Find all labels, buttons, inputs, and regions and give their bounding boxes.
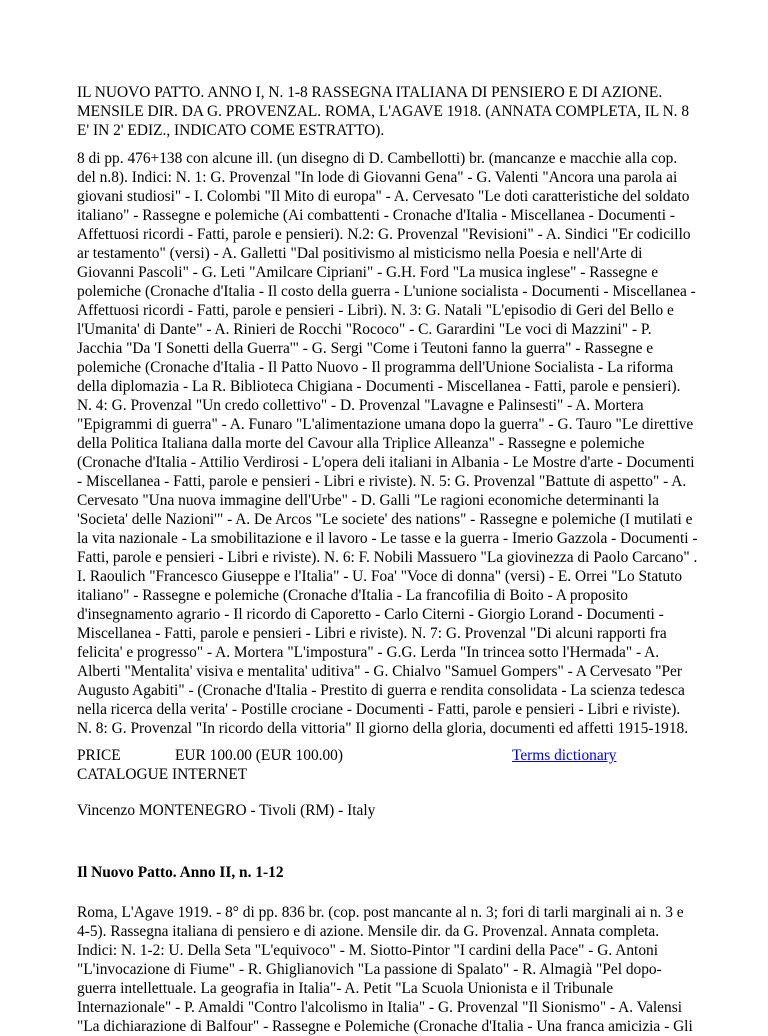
listing-description-2: Roma, L'Agave 1919. - 8° di pp. 836 br. (cop. post mancante al n. 3; fori di tarli marginali ai n. 3 e 4-5). Rassegna italiana di pensiero e di azione. Mensile dir. da G. Provenzal. Annata completa. Indici: N. 1-2: U. Della Seta "L'equivoco" - M. Siotto-Pintor "I cardini della Pace" - G. Antoni "L'invocazione di Fiume" - R. Ghiglianovich "La passione di Spalato" - R. Almagià "Pel dopo-guerra intellettuale. La geografia in Italia"- A. Petit "La Scuola Unionista e il Tribunale Internazionale" - P. Amaldi "Contro l'alcolismo in Italia" - G. Provenzal "Il Sionismo" - A. Valensi "La dichiarazione di Balfour" - Rassegne e Polemiche (Cronache d'Italia - Una franca amicizia - Gli <box>77 904 693 1035</box>
terms-dictionary-link[interactable]: Terms dictionary <box>512 747 617 764</box>
price-label: PRICE <box>77 747 121 764</box>
seller-info: Vincenzo MONTENEGRO - Tivoli (RM) - Italy <box>77 802 376 819</box>
price-value: EUR 100.00 (EUR 100.00) <box>175 747 344 764</box>
catalogue-label: CATALOGUE INTERNET <box>77 766 248 783</box>
listing-heading: IL NUOVO PATTO. ANNO I, N. 1-8 RASSEGNA ITALIANA DI PENSIERO E DI AZIONE. MENSILE DIR. DA G. PROVENZAL. ROMA, L'AGAVE 1918. (ANNATA COMPLETA, IL N. 8 E' IN 2' EDIZ., INDICATO COME ESTRATTO). <box>77 84 690 139</box>
page-content <box>77 83 698 1036</box>
listing-title: Il Nuovo Patto. Anno II, n. 1-12 <box>77 864 284 881</box>
price-row <box>77 746 698 765</box>
listing-description: 8 di pp. 476+138 con alcune ill. (un disegno di D. Cambellotti) br. (mancanze e macchie alla cop. del n.8). Indici: N. 1: G. Provenzal "In lode di Giovanni Gena" - G. Valenti "Ancora una parola ai giovani studiosi" - I. Colombi "Il Mito di europa" - A. Cervesato "Le doti caratteristiche del soldato italiano" - Rassegne e polemiche (Ai combattenti - Cronache d'Italia - Miscellanea - Documenti - Affettuosi ricordi - Fatti, parole e pensieri). N.2: G. Provenzal "Revisioni" - A. Sindici "Er codicillo ar testamento" (versi) - A. Galletti "Dal positivismo al misticismo nella Poesia e nell'Arte di Giovanni Pascoli" - G. Leti "Amilcare Cipriani" - G.H. Ford "La musica inglese" - Rassegne e polemiche (Cronache d'Italia - Il costo della guerra - L'unione socialista - Documenti - Miscellanea - Affettuosi ricordi - Fatti, parole e pensieri - Libri). N. 3: G. Natali "L'episodio di Geri del Bello e l'Umanita' di Dante" - A. Rinieri de Rocchi "Rococo" - C. Garardini "Le voci di Mazzini" - P. Jacchia "Da 'I Sonetti della Guerra'" - G. Sergi "Come i Teutoni fanno la guerra" - Rassegne e polemiche (Cronache d'Italia - Il Patto Nuovo - Il programma dell'Unione Socialista - La riforma della diplomazia - La R. Biblioteca Chigiana - Documenti - Miscellanea - Fatti, parole e pensieri). N. 4: G. Provenzal "Un credo collettivo" - D. Provenzal "Lavagne e Palinsesti" - A. Mortera "Epigrammi di guerra" - A. Funaro "L'alimentazione umana dopo la guerra" - G. Tauro "Le direttive della Politica Italiana dalla morte del Cavour alla Triplice Alleanza" - Rassegne e polemiche (Cronache d'Italia - Attilio Verdirosi - L'opera deli italiani in Albania - Le Mostre d'arte - Documenti - Miscellanea - Fatti, parole e pensieri - Libri e riviste). N. 5: G. Provenzal "Battute di aspetto" - A. Cervesato "Una nuova immagine dell'Urbe" - D. Galli "Le ragioni economiche determinanti la 'Societa' delle Nazioni'" - A. De Arcos "Le societe' des nations" - Rassegne e polemiche (I mutilati e la vita nazionale - La smobilitazione e il lavoro - Le tasse e la guerra - Imerio Gazzola - Documenti - Fatti, parole e pensieri - Libri e riviste). N. 6: F. Nobili Massuero "La giovinezza di Paolo Carcano" . I. Raoulich "Francesco Giuseppe e l'Italia" - U. Foa' "Voce di donna" (versi) - E. Orrei "Lo Statuto italiano" - Rassegne e polemiche (Cronache d'Italia - La francofilia di Boito - A proposito d'insegnamento agrario - Il ricordo di Caporetto - Carlo Citerni - Giorgio Lorand - Documenti - Miscellanea - Fatti, parole e pensieri - Libri e riviste). N. 7: G. Provenzal "Di alcuni rapporti fra felicita' e progresso" - A. Mortera "L'impostura" - G.G. Lerda "In trincea sotto l'Hermada" - A. Alberti "Mentalita' visiva e mentalita' uditiva" - G. Chialvo "Samuel Gompers" - A Cervesato "Per Augusto Agabiti" - (Cronache d'Italia - Prestito di guerra e rendita consolidata - La scienza tedesca nella ricerca della verita' - Postille crociane - Documenti - Fatti, parole e pensieri - Libri e riviste). N. 8: G. Provenzal "In ricordo della vittoria" Il giorno della gloria, documenti ed affetti 1915-1918. <box>77 150 698 737</box>
